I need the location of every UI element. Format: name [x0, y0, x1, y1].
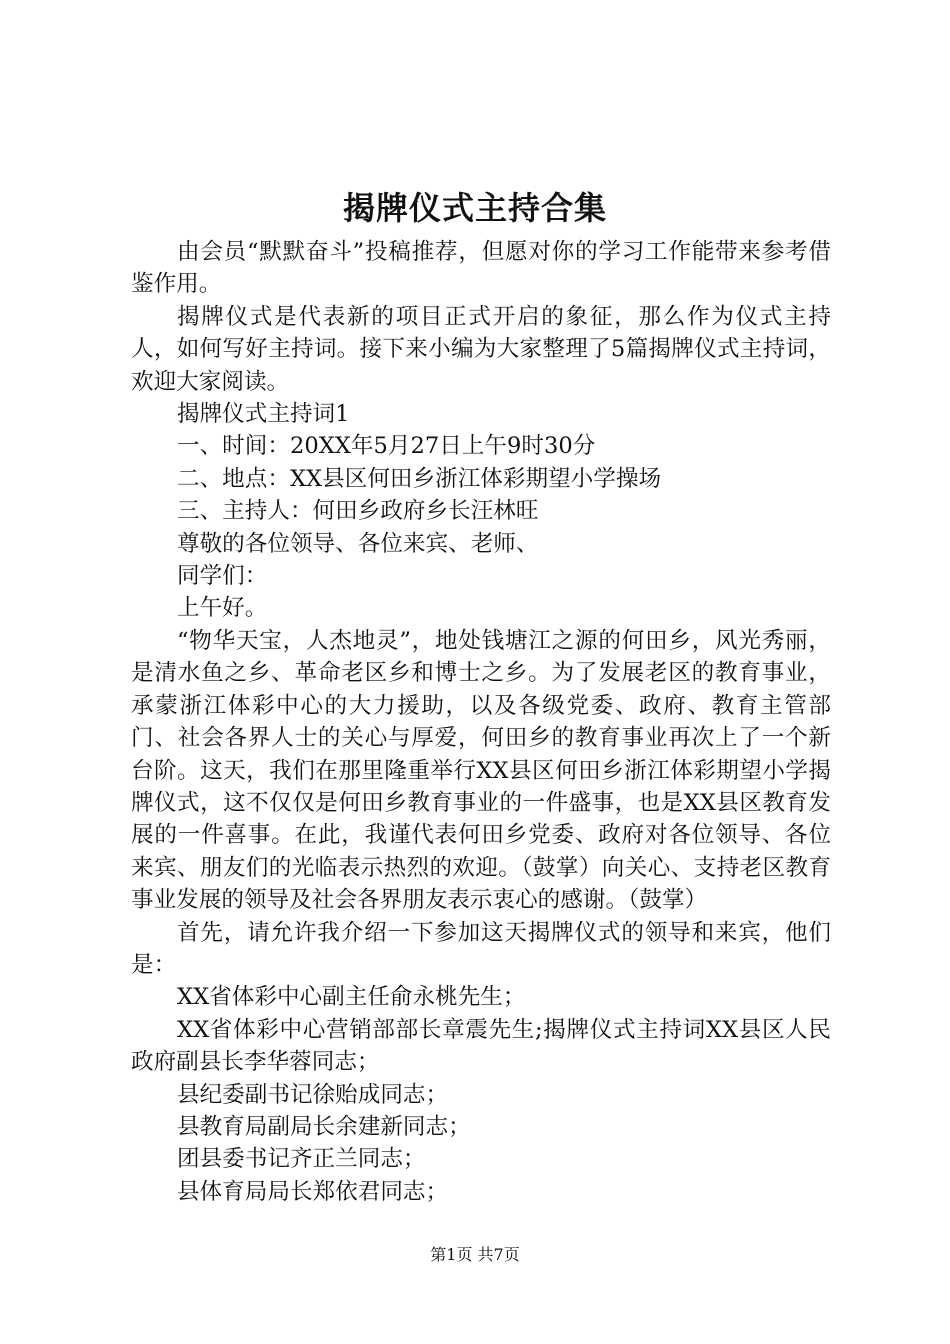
paragraph-time: 一、时间：20XX年5月27日上午9时30分 — [177, 433, 596, 460]
paragraph-greeting-1: 尊敬的各位领导、各位来宾、老师、 — [177, 530, 539, 557]
list-item-guest: XX省体彩中心营销部部长章震先生;揭牌仪式主持词XX县区人民政府副县长李华蓉同志； — [131, 1016, 831, 1076]
document-title: 揭牌仪式主持合集 — [342, 189, 607, 227]
paragraph-location: 二、地点：XX县区何田乡浙江体彩期望小学操场 — [177, 465, 662, 492]
document-body — [131, 236, 831, 1208]
list-item-guest: 县纪委副书记徐贻成同志； — [177, 1081, 449, 1108]
paragraph-greeting-3: 上午好。 — [177, 595, 268, 622]
section-heading: 揭牌仪式主持词1 — [177, 401, 350, 428]
list-item-guest: 县体育局局长郑依君同志； — [177, 1178, 449, 1205]
paragraph-intro: 由会员“默默奋斗”投稿推荐，但愿对你的学习工作能带来参考借鉴作用。 — [131, 239, 831, 298]
paragraph-introduction-guests: 首先，请允许我介绍一下参加这天揭牌仪式的领导和来宾，他们是： — [131, 919, 831, 978]
list-item-guest: 团县委书记齐正兰同志； — [177, 1146, 426, 1173]
page-number-footer: 第1页 共7页 — [430, 1245, 520, 1264]
paragraph-main: “物华天宝，人杰地灵”，地处钱塘江之源的何田乡，风光秀丽，是清水鱼之乡、革命老区乡和博士之乡。为了发展老区的教育事业，承蒙浙江体彩中心的大力援助，以及各级党委、政府、教育主管部门、社会各界人士的关心与厚爱，何田乡的教育事业再次上了一个新台阶。这天，我们在那里隆重举行XX县区何田乡浙江体彩期望小学揭牌仪式，这不仅仅是何田乡教育事业的一件盛事，也是XX县区教育发展的一件喜事。在此，我谨代表何田乡党委、政府对各位领导、各位来宾、朋友们的光临表示热烈的欢迎。（鼓掌）向关心、支持老区教育事业发展的领导及社会各界朋友表示衷心的感谢。（鼓掌） — [131, 627, 831, 914]
list-item-guest: XX省体彩中心副主任俞永桃先生； — [177, 984, 526, 1011]
list-item-guest: 县教育局副局长余建新同志； — [177, 1113, 471, 1140]
paragraph-greeting-2: 同学们： — [177, 563, 268, 590]
paragraph-description: 揭牌仪式是代表新的项目正式开启的象征，那么作为仪式主持人，如何写好主持词。接下来小编为大家整理了5篇揭牌仪式主持词，欢迎大家阅读。 — [131, 303, 831, 395]
paragraph-host: 三、主持人：何田乡政府乡长汪林旺 — [177, 498, 539, 525]
